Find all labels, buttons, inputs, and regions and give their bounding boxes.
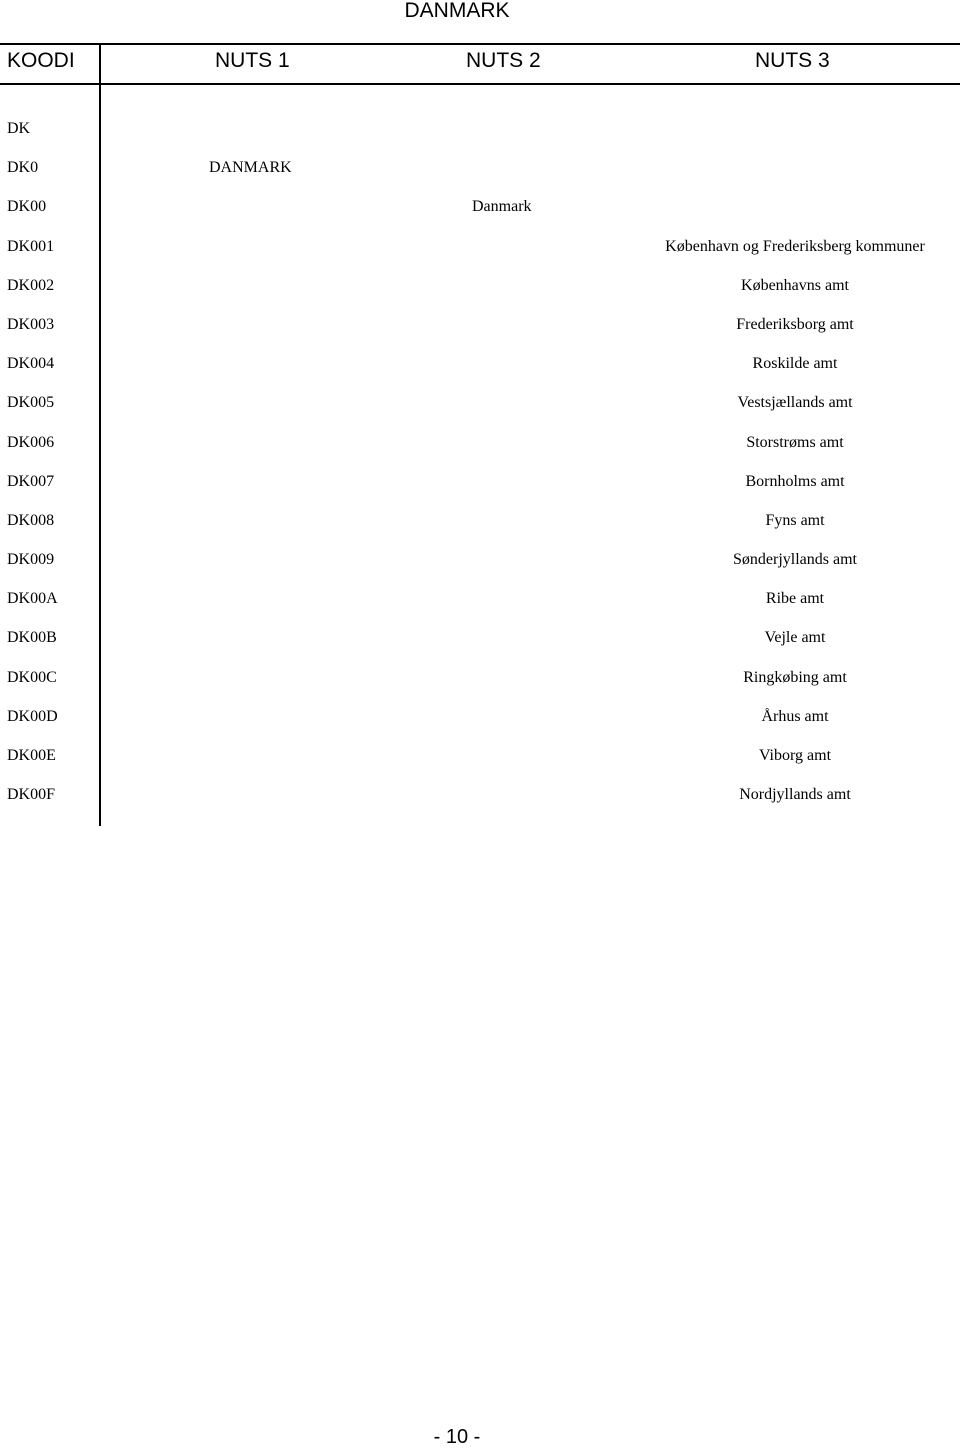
page-number: - 10 -	[433, 1426, 481, 1448]
cell-code: DK00	[7, 198, 47, 216]
cell-nuts3: Viborg amt	[758, 747, 832, 764]
cell-code: DK001	[7, 237, 55, 255]
table-row	[0, 347, 960, 386]
cell-nuts3: Fyns amt	[765, 511, 825, 529]
table-row	[0, 151, 960, 190]
table-row	[0, 661, 960, 700]
table-row	[0, 621, 960, 660]
table-row	[0, 739, 960, 778]
cell-nuts3: Nordjyllands amt	[739, 786, 851, 804]
cell-code: DK007	[7, 472, 55, 490]
table-row	[0, 582, 960, 621]
cell-code: DK	[7, 120, 31, 137]
table-row	[0, 426, 960, 465]
cell-nuts3: Københavns amt	[741, 276, 849, 294]
header-nuts2: NUTS 2	[466, 49, 541, 72]
header-nuts3: NUTS 3	[755, 49, 830, 72]
cell-code: DK004	[7, 355, 55, 373]
cell-nuts3: Frederiksborg amt	[736, 315, 854, 333]
cell-code: DK008	[7, 511, 55, 529]
table-row	[0, 465, 960, 504]
table-row	[0, 269, 960, 308]
table-row	[0, 190, 960, 229]
cell-nuts3: Bornholms amt	[745, 472, 845, 490]
cell-code: DK00A	[7, 590, 58, 608]
cell-nuts3: Roskilde amt	[752, 355, 838, 373]
cell-nuts2: Danmark	[472, 198, 532, 216]
table-row	[0, 230, 960, 269]
cell-code: DK003	[7, 315, 55, 333]
table-row	[0, 386, 960, 425]
cell-code: DK002	[7, 276, 55, 294]
table-row	[0, 504, 960, 543]
table-body	[0, 112, 960, 817]
cell-nuts3: Storstrøms amt	[746, 433, 844, 451]
cell-code: DK00E	[7, 747, 56, 764]
page-title: DANMARK	[404, 0, 510, 22]
header-nuts1: NUTS 1	[215, 49, 290, 72]
cell-nuts3: Vejle amt	[764, 629, 826, 647]
cell-code: DK00D	[7, 707, 58, 725]
table-row	[0, 112, 960, 151]
cell-nuts3: Århus amt	[761, 707, 829, 725]
cell-nuts3: København og Frederiksberg kommuner	[665, 237, 925, 255]
cell-code: DK00B	[7, 629, 57, 647]
table-row	[0, 700, 960, 739]
table-row	[0, 543, 960, 582]
cell-nuts3: Sønderjyllands amt	[733, 551, 857, 569]
header-koodi: KOODI	[7, 49, 75, 72]
cell-nuts1: DANMARK	[209, 159, 292, 177]
table-header	[0, 43, 960, 85]
cell-code: DK009	[7, 551, 55, 569]
cell-code: DK005	[7, 394, 55, 412]
cell-nuts3: Ringkøbing amt	[743, 668, 847, 686]
cell-nuts3: Ribe amt	[765, 590, 825, 608]
table-row	[0, 308, 960, 347]
cell-nuts3: Vestsjællands amt	[737, 394, 853, 412]
cell-code: DK006	[7, 433, 55, 451]
cell-code: DK0	[7, 159, 39, 177]
table-row	[0, 778, 960, 817]
cell-code: DK00C	[7, 668, 57, 686]
cell-code: DK00F	[7, 786, 56, 804]
